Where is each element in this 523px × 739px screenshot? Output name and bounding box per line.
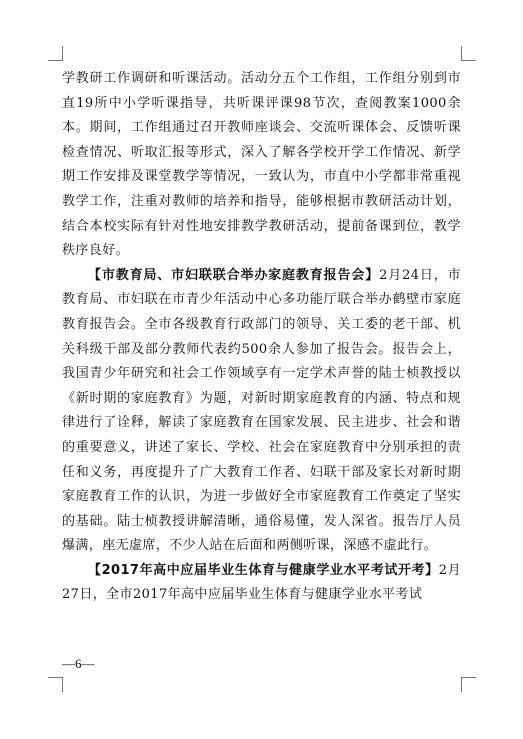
paragraph-text: 2月27日，全市2017年高中应届毕业生体育与健康学业水平考试 [62, 562, 462, 603]
crop-mark-bottom-left [48, 677, 63, 692]
news-item-pe-exam [62, 559, 461, 608]
news-headline: 【2017年高中应届毕业生体育与健康学业水平考试开考】 [88, 562, 439, 578]
crop-mark-top-left [48, 46, 63, 61]
crop-mark-top-right [461, 46, 476, 61]
news-headline: 【市教育局、市妇联联合举办家庭教育报告会】 [88, 267, 380, 283]
page-number: —6— [62, 656, 95, 671]
news-item-family-education [62, 264, 461, 559]
paragraph-continued [62, 67, 461, 264]
crop-mark-bottom-right [461, 677, 476, 692]
paragraph-text: 2月24日，市教育局、市妇联在市青少年活动中心多功能厅联合举办鹤壁市家庭教育报告会。全市各级教育行政部门的领导、关工委的老干部、机关科级干部及部分教师代表约500余人参加了报告会。报告会上，我国青少年研究和社会工作领域享有一定学术声誉的陆士桢教授以《新时期的家庭教育》为题，对新时期家庭教育的内涵、特点和规律进行了诠释，解读了家庭教育在国家发展、民主进步、社会和谐的重要意义，讲述了家长、学校、社会在家庭教育中分别承担的责任和义务，再度提升了广大教育工作者、妇联干部及家长对新时期家庭教育工作的认识，为进一步做好全市家庭教育工作奠定了坚实的基础。陆士桢教授讲解清晰，通俗易懂，发人深省。报告厅人员爆满，座无虚席，不少人站在后面和两侧听课，深感不虚此行。 [62, 267, 461, 554]
paragraph-text: 学教研工作调研和听课活动。活动分五个工作组，工作组分别到市直19所中小学听课指导，共听课评课98节次，查阅教案1000余本。期间，工作组通过召开教师座谈会、交流听课体会、反馈听课检查情况、听取汇报等形式，深入了解各学校开学工作情况、新学期工作安排及课堂教学等情况，一致认为，市直中小学都非常重视教学工作，注重对教师的培养和指导，能够根据市教研活动计划，结合本校实际有针对性地安排教学教研活动，提前备课到位，教学秩序良好。 [62, 71, 461, 259]
document-body [62, 67, 461, 608]
